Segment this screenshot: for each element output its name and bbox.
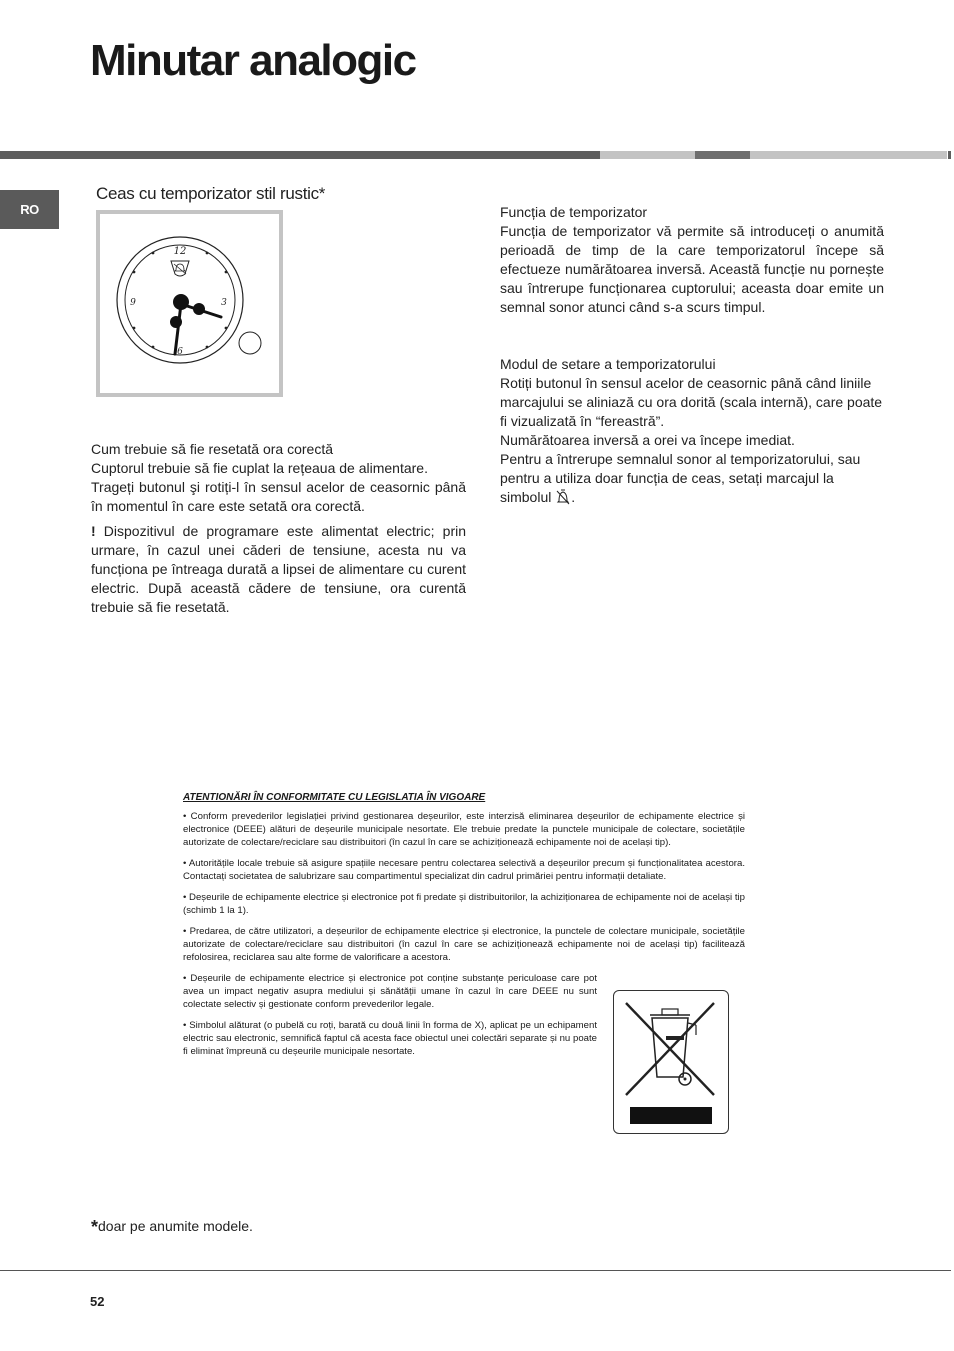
reset-time-block bbox=[91, 440, 466, 617]
clock-hub-small bbox=[193, 303, 205, 315]
timer-knob-icon bbox=[239, 332, 261, 354]
clock-hub bbox=[173, 294, 189, 310]
legal-item-2: • Autoritățile locale trebuie să asigure spațiile necesare pentru colectarea selectivă a deșeurilor precum și funcționalitatea acestora. Contactați societatea de salubrizare sau compartimentul specializat din cadrul primăriei pentru informații detaliate. bbox=[183, 858, 745, 882]
timer-function-body: Funcția de temporizator vă permite să introduceți o anumită perioadă de timp de la care temporizatorul începe să efectueze numărătoarea inversă. Această funcție nu pornește sau întrerupe funcționarea cuptorului; aceasta doar emite un semnal sonor atunci când s-a scurs timpul. bbox=[500, 223, 884, 315]
footnote bbox=[91, 1217, 253, 1238]
bell-crossed-icon bbox=[555, 489, 571, 505]
legal-item-4: • Predarea, de către utilizatori, a deșeurilor de echipamente electrice și electronice, la punctele de colectare municipale, societățile autorizate de colectare/reciclare sau distribuitori (în cazul în care se achiziționează echipamente noi de același tip) facilitează refolosirea, reciclarea sau alte forme de valorificare a acestora. bbox=[183, 926, 745, 963]
header-bar-light-2 bbox=[750, 151, 947, 159]
timer-setting-line3-wrap bbox=[500, 450, 884, 507]
timer-function-title: Funcția de temporizator bbox=[500, 204, 648, 220]
dial-number-3: 3 bbox=[221, 298, 227, 308]
page-title: Minutar analogic bbox=[90, 36, 416, 85]
reset-time-title: Cum trebuie să fie resetată ora corectă bbox=[91, 441, 334, 457]
clock-section-heading: Ceas cu temporizator stil rustic* bbox=[96, 184, 326, 203]
footnote-star: * bbox=[91, 1217, 99, 1237]
legal-item-6: • Simbolul alăturat (o pubelă cu roți, barată cu două linii în forma de X), aplicat pe un echipament electric sau electronic, semnifică faptul că acesta face obiectul unei colectări separate și nu poate fi eliminat împreună cu deșeurile municipale nesortate. bbox=[183, 1020, 597, 1057]
timer-setting-line2: Numărătoarea inversă a orei va începe imediat. bbox=[500, 432, 795, 448]
legal-title: ATENTIONĂRI ÎN CONFORMITATE CU LEGISLATIA ÎN VIGOARE bbox=[183, 792, 486, 803]
dial-number-9: 9 bbox=[130, 298, 136, 308]
dial-number-6: 6 bbox=[177, 347, 183, 357]
reset-time-line1: Cuptorul trebuie să fie cuplat la rețeaua de alimentare. bbox=[91, 460, 428, 476]
legal-item-5: • Deșeurile de echipamente electrice și electronice pot conține substanțe periculoase care pot avea un impact negativ asupra mediului și sănătății umane în cazul în care DEEE nu sunt colectate selectiv și gestionate conform prevederilor legale. bbox=[183, 973, 597, 1010]
crossed-wheelie-bin-icon bbox=[614, 991, 727, 1132]
header-bar-dark bbox=[0, 151, 600, 159]
clock-illustration bbox=[96, 210, 283, 397]
clock-dial-svg bbox=[100, 214, 279, 393]
timer-setting-line3: Pentru a întrerupe semnalul sonor al temporizatorului, sau pentru a utiliza doar funcția de ceas, setați marcajul la simbolul bbox=[500, 451, 861, 505]
footnote-text: doar pe anumite modele. bbox=[98, 1218, 253, 1234]
header-bar-end bbox=[948, 151, 951, 159]
page-number: 52 bbox=[90, 1294, 105, 1309]
bell-crossed-icon bbox=[171, 261, 189, 276]
reset-time-warning: Dispozitivul de programare este alimentat electric; prin urmare, în cazul unei căderi de tensiune, acesta nu va funcționa pe întreaga durată a lipsei de alimentare cu curent electric. După această cădere de tensiune, ora curentă trebuie să fie resetată. bbox=[91, 523, 466, 615]
timer-function-block bbox=[500, 203, 884, 317]
reset-time-line2: Trageți butonul şi rotiți-l în sensul acelor de ceasornic până în momentul în care este setată ora corectă. bbox=[91, 479, 466, 514]
timer-setting-title: Modul de setare a temporizatorului bbox=[500, 356, 716, 372]
timer-setting-line3-end: . bbox=[571, 489, 576, 505]
header-bar-accent bbox=[695, 151, 750, 159]
footer-rule bbox=[0, 1270, 951, 1271]
timer-setting-block bbox=[500, 355, 884, 507]
reset-time-warning-wrap bbox=[91, 522, 466, 617]
timer-setting-line1: Rotiți butonul în sensul acelor de ceasornic până când liniile marcajului se aliniază cu ora dorită (scala internă), care poate fi vizualizată în “fereastră”. bbox=[500, 375, 883, 429]
language-tab: RO bbox=[0, 190, 59, 229]
header-bar-light bbox=[600, 151, 695, 159]
clock-hub-lower bbox=[170, 316, 182, 328]
legal-item-3: • Deșeurile de echipamente electrice și electronice pot fi predate și distribuitorilor, la achiziționarea de echipamente noi de același tip (schimb 1 la 1). bbox=[183, 892, 745, 916]
legal-item-1: • Conform prevederilor legislației privind gestionarea deșeurilor, este interzisă eliminarea deșeurilor de echipamente electrice și electronice (DEEE) alături de deșeurile municipale nesortate. Ele trebuie predate la punctele municipale de colectare, societățile autorizate de colectare/reciclare sau distribuitori (în cazul în care se achiziționează echipamente noi de același tip). bbox=[183, 811, 745, 848]
dial-number-12: 12 bbox=[173, 246, 187, 257]
weee-symbol-box bbox=[613, 990, 729, 1134]
warning-mark: ! bbox=[91, 523, 96, 539]
